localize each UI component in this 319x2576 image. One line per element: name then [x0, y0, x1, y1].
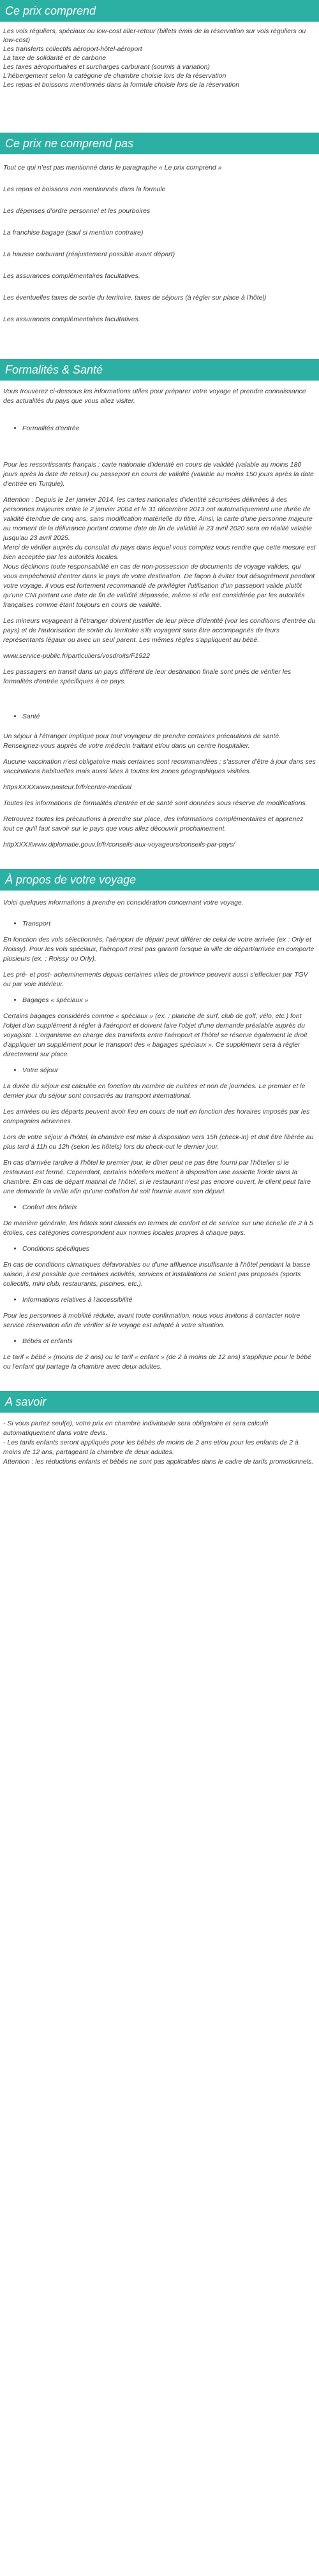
included-item: Les repas et boissons mentionnés dans la formule choisie lors de la réservation	[3, 81, 240, 89]
excluded-item: La franchise bagage (sauf si mention contraire)	[3, 229, 144, 236]
paragraph: - Les tarifs enfants seront appliqués pour les bébés de moins de 2 ans et/ou pour les enfants de 2 à moins de 12 ans, partageant la chambre de deux adultes.	[3, 1439, 299, 1456]
section-title: A savoir	[0, 1391, 319, 1413]
paragraph: Les pré- et post- acheminements depuis certaines villes de province peuvent aussi s'effectuer par TGV ou par voie intérieur.	[3, 971, 308, 988]
excluded-item: Les dépenses d'ordre personnel et les pourboires	[3, 207, 151, 215]
excluded-item: La hausse carburant (réajustement possible avant départ)	[3, 251, 175, 258]
paragraph: Pour les ressortissants français : carte nationale d'identité en cours de validité (valable au moins 180 jours après la date de retour) ou passeport en cours de validité (valable au moins 150 jours après la date d'entrée en Turquie).	[3, 461, 314, 488]
paragraph: Merci de vérifier auprès du consulat du pays dans lequel vous comptez vous rendre que cette mesure est bien acceptée par les autorités locales.	[3, 544, 316, 561]
included-item: Les transferts collectifs aéroport-hôtel-aéroport	[3, 45, 142, 53]
section-title: Ce prix ne comprend pas	[0, 133, 319, 154]
paragraph: Retrouvez toutes les précautions à prendre sur place, des informations complémentaires et apprenez tout ce qu'il faut savoir sur le pays que vous allez découvrir prochainement.	[3, 815, 304, 833]
bullet-list	[3, 919, 316, 929]
link-pasteur[interactable]: httpsXXXXwww.pasteur.fr/fr/centre-medical	[3, 783, 131, 791]
excluded-item: Tout ce qui n'est pas mentionné dans le paragraphe « Le prix comprend »	[3, 164, 222, 171]
section-title: À propos de votre voyage	[0, 869, 319, 891]
included-item: La taxe de solidarité et de carbone	[3, 54, 107, 62]
section-ce-prix-comprend	[0, 0, 319, 89]
paragraph: Aucune vaccination n'est obligatoire mais certaines sont recommandées ; s'assurer d'être à jour dans ses vaccinations habituelles mais aussi liées à toutes les zones géographiques visitées.	[3, 758, 316, 775]
bullet-list	[3, 424, 316, 433]
paragraph: En cas de conditions climatiques défavorables ou d'une affluence insuffisante à l'hôtel pendant la basse saison, il est possible que certaines activités, services et installations ne soient pas proposés (sports collectifs, mini club, restaurants, piscines, etc.).	[3, 1261, 311, 1288]
section-title: Formalités & Santé	[0, 359, 319, 381]
bullet-list	[3, 996, 316, 1005]
intro-text: Voici quelques informations à prendre en considération concernant votre voyage.	[3, 899, 244, 906]
bullet-bebes-enfants: • Bébés et enfants	[22, 1337, 316, 1346]
excluded-item: Les éventuelles taxes de sortie du territoire, taxes de séjours (à régler sur place à l'hôtel)	[3, 294, 267, 302]
paragraph: Lors de votre séjour à l'hôtel, la chambre est mise à disposition vers 15h (check-in) et doit être libérée au plus tard à 11h ou 12h (selon les hôtels) lors du check-out le dernier jour.	[3, 1133, 314, 1151]
bullet-list	[3, 1295, 316, 1305]
included-item: Les taxes aéroportuaires et surcharges carburant (soumis à variation)	[3, 63, 210, 71]
paragraph: En cas d'arrivée tardive à l'hôtel le premier jour, le dîner peut ne pas être fourni par l'hôtelier si le restaurant est fermé. Cependant, certains hôteliers mettent à disposition une assiette froide dans la chambre. En cas de départ matinal de l'hôtel, si le restaurant n'est pas encore ouvert, le client peut faire une demande la veille afin qu'une collation lui soit fournie avant son départ.	[3, 1159, 311, 1195]
paragraph: Attention : les réductions enfants et bébés ne sont pas applicables dans le cadre de tarifs promotionnels.	[3, 1458, 314, 1466]
bullet-list	[3, 1337, 316, 1346]
bullet-sejour: • Votre séjour	[22, 1066, 316, 1075]
bullet-sante: • Santé	[22, 712, 316, 722]
section-ce-prix-ne-comprend-pas	[0, 133, 319, 324]
bullet-formalites: • Formalités d'entrée	[22, 424, 316, 433]
section-a-propos	[0, 869, 319, 1372]
bullet-list	[3, 1203, 316, 1212]
bullet-list	[3, 1244, 316, 1254]
paragraph: - Si vous partez seul(e), votre prix en chambre individuelle sera obligatoire et sera calculé automatiquement dans votre devis.	[3, 1420, 269, 1437]
bullet-conditions: • Conditions spécifiques	[22, 1244, 316, 1254]
bullet-list	[3, 712, 316, 722]
paragraph: Les arrivées ou les départs peuvent avoir lieu en cours de nuit en fonction des horaires imposés par les compagnies aériennes.	[3, 1108, 310, 1125]
bullet-transport: • Transport	[22, 919, 316, 929]
section-title: Ce prix comprend	[0, 0, 319, 22]
paragraph: Attention : Depuis le 1er janvier 2014, les cartes nationales d'identité sécurisées délivrées à des personnes majeures entre le 2 janvier 2004 et le 31 décembre 2013 ont automatiquement une durée de validité étendue de cinq ans, sans modification matérielle du titre. Ainsi, la carte d'une personne majeure au moment de la délivrance portant comme date de fin de validité le 23 avril 2020 sera en réalité valable jusqu'au 23 avril 2025.	[3, 496, 313, 542]
included-item: L'hébergement selon la catégorie de chambre choisie lors de la réservation	[3, 72, 226, 80]
section-a-savoir	[0, 1391, 319, 1467]
paragraph: Les passagers en transit dans un pays différent de leur destination finale sont priés de vérifier les formalités d'entrée spécifiques à ce pays.	[3, 668, 292, 685]
paragraph: Le tarif « bébé » (moins de 2 ans) ou le tarif « enfant » (de 2 à moins de 12 ans) s'applique pour le bébé ou l'enfant qui partage la chambre avec deux adultes.	[3, 1353, 311, 1371]
paragraph: Nous déclinons toute responsabilité en cas de non-possession de documents de voyage valides, qui vous empêcherait d'entrer dans le pays de votre destination. De façon à éviter tout désagrément pendant votre voyage, il vous est fortement recommandé de privilégier l'utilisation d'un passeport valide plutôt qu'une CNI portant une date de fin de validité dépassée, même si elle est considérée par les autorités françaises comme étant toujours en cours de validité.	[3, 563, 315, 609]
bullet-accessibilite: • Informations relatives à l'accessibilité	[22, 1295, 316, 1305]
intro-text: Vous trouverez ci-dessous les informations utiles pour préparer votre voyage et prendre connaissance des actualités du pays que vous allez visiter.	[3, 388, 306, 405]
excluded-item: Les repas et boissons non mentionnés dans la formule	[3, 186, 166, 193]
paragraph: La durée du séjour est calculée en fonction du nombre de nuitées et non de journées. Le premier et le dernier jour du séjour sont consacrés au transport international.	[3, 1082, 306, 1100]
paragraph: Toutes les informations de formalités d'entrée et de santé sont données sous réserve de modifications.	[3, 799, 308, 807]
link-service-public[interactable]: www.service-public.fr/particuliers/vosdroits/F1922	[3, 652, 150, 660]
link-diplomatie[interactable]: httpXXXXwww.diplomatie.gouv.fr/fr/conseils-aux-voyageurs/conseils-par-pays/	[3, 841, 235, 848]
bullet-bagages: • Bagages « spéciaux »	[22, 996, 316, 1005]
bullet-confort: • Confort des hôtels	[22, 1203, 316, 1212]
section-formalites-sante	[0, 359, 319, 850]
paragraph: De manière générale, les hôtels sont classés en termes de confort et de service sur une échelle de 2 à 5 étoiles, ces catégories correspondent aux normes locales propres à chaque pays.	[3, 1219, 313, 1237]
paragraph: Un séjour à l'étranger implique pour tout voyageur de prendre certaines précautions de santé. Renseignez-vous auprès de votre médecin traitant et/ou dans un centre hospitalier.	[3, 732, 281, 750]
excluded-item: Les assurances complémentaires facultatives.	[3, 272, 140, 280]
paragraph: En fonction des vols sélectionnés, l'aéroport de départ peut différer de celui de votre arrivée (ex : Orly et Roissy). Pour les vols spéciaux, l'aéroport n'est pas garanti lorsque la ville de départ/arrivée en comporte plusieurs (ex. : Roissy ou Orly).	[3, 936, 315, 963]
bullet-list	[3, 1066, 316, 1075]
paragraph: Les mineurs voyageant à l'étranger doivent justifier de leur pièce d'identité (voir les conditions d'entrée du pays) et de l'autorisation de sortie du territoire s'ils voyagent sans être accompagnés de leurs représentants légaux ou avec un seul parent. Les mêmes règles s'appliquent au bébé.	[3, 617, 316, 644]
paragraph: Pour les personnes à mobilité réduite, avant toute confirmation, nous vous invitons à contacter notre service réservation afin de vérifier si le voyage est adapté à votre situation.	[3, 1312, 300, 1329]
paragraph: Certains bagages considérés comme « spéciaux » (ex. : planche de surf, club de golf, vélo, etc.) font l'objet d'un supplément à régler à l'aéroport et doivent faire l'objet d'une demande préalable auprès du voyagiste. L'organisme en charge des transferts entre l'aéroport et l'hôtel se réserve également le droit d'appliquer un supplément pour le transport des « bagages spéciaux ». Ce supplément sera à régler directement sur place.	[3, 1012, 308, 1058]
included-item: Les vols réguliers, spéciaux ou low-cost aller-retour (billets émis de la réservation sur vols réguliers ou low-cost)	[3, 27, 306, 44]
excluded-item: Les assurances complémentaires facultatives.	[3, 316, 140, 323]
